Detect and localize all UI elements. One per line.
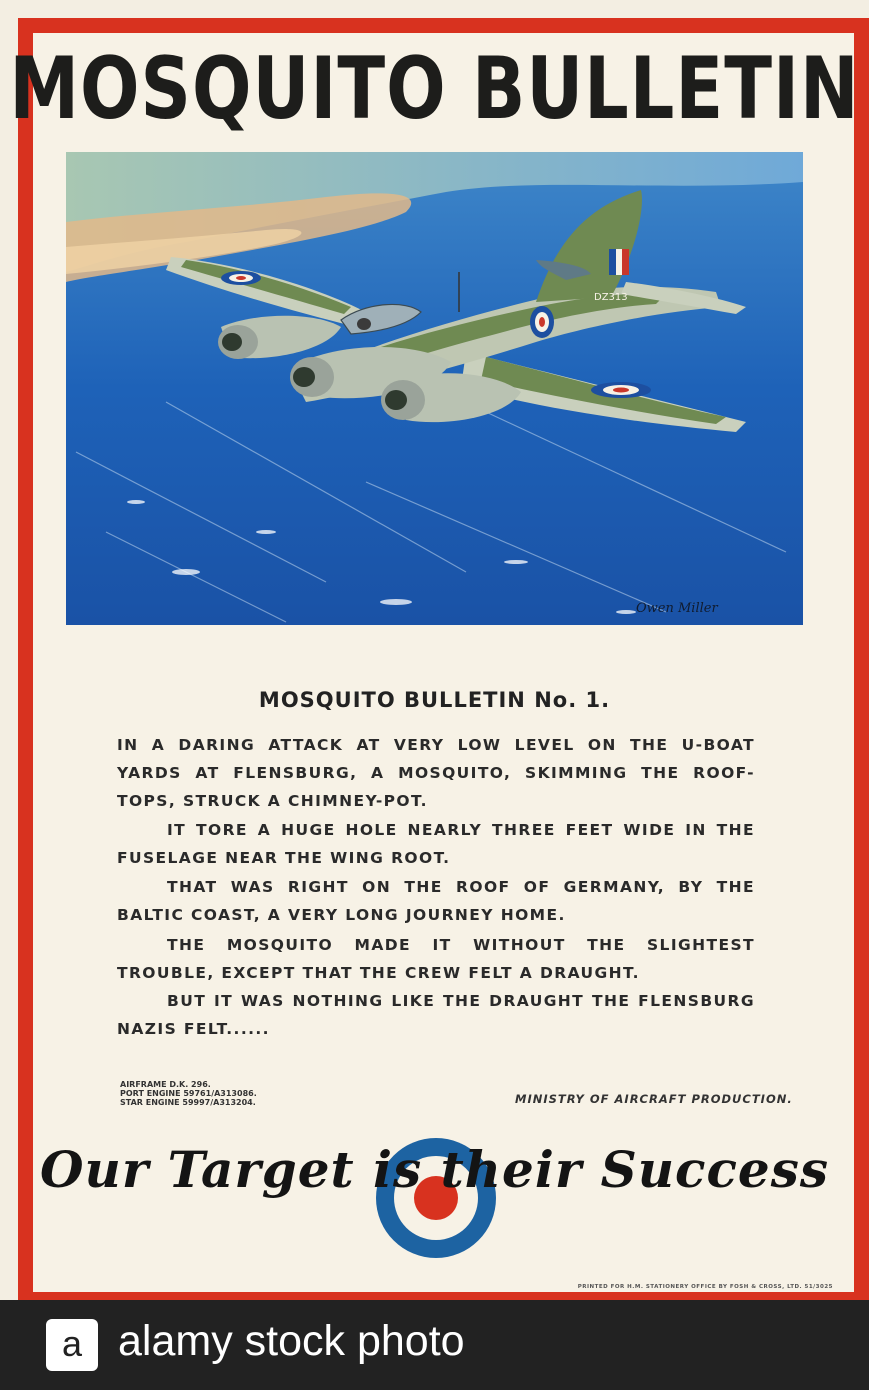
logo-letter: a: [61, 1323, 83, 1364]
bulletin-paragraph: THAT WAS RIGHT ON THE ROOF OF GERMANY, BY THE BALTIC COAST, A VERY LONG JOURNEY HOME.: [117, 878, 755, 924]
airframe-line: AIRFRAME D.K. 296.: [120, 1080, 211, 1089]
poster-slogan: Our Target is their Success: [39, 1140, 830, 1199]
alamy-logo-icon[interactable]: [46, 1319, 98, 1371]
bulletin-paragraph: IT TORE A HUGE HOLE NEARLY THREE FEET WIDE IN THE FUSELAGE NEAR THE WING ROOT.: [117, 821, 755, 867]
artist-signature: Owen Miller: [636, 601, 718, 616]
bulletin-paragraph: IN A DARING ATTACK AT VERY LOW LEVEL ON THE U-BOAT YARDS AT FLENSBURG, A MOSQUITO, SKIMMING THE ROOF-TOPS, STRUCK A CHIMNEY-POT.: [117, 736, 755, 810]
stock-photo-label[interactable]: alamy stock photo: [118, 1317, 465, 1365]
mosquito-aircraft-illustration: [66, 152, 803, 625]
bulletin-paragraph: THE MOSQUITO MADE IT WITHOUT THE SLIGHTEST TROUBLE, EXCEPT THAT THE CREW FELT A DRAUGHT.: [117, 936, 755, 982]
bulletin-subheading: MOSQUITO BULLETIN No. 1.: [258, 688, 611, 712]
aircraft-serial: DZ313: [594, 292, 628, 303]
poster-title: MOSQUITO BULLETIN: [9, 38, 860, 139]
stock-photo-bar: [0, 1300, 869, 1390]
port-engine-line: PORT ENGINE 59761/A313086.: [120, 1089, 257, 1098]
ministry-credit: MINISTRY OF AIRCRAFT PRODUCTION.: [515, 1092, 793, 1106]
printer-credit: PRINTED FOR H.M. STATIONERY OFFICE BY FOSH & CROSS, LTD. 51/3025: [577, 1284, 833, 1290]
bulletin-paragraph: BUT IT WAS NOTHING LIKE THE DRAUGHT THE FLENSBURG NAZIS FELT......: [117, 992, 755, 1038]
engine-imprint: [120, 1080, 257, 1107]
star-engine-line: STAR ENGINE 59997/A313204.: [120, 1098, 256, 1107]
